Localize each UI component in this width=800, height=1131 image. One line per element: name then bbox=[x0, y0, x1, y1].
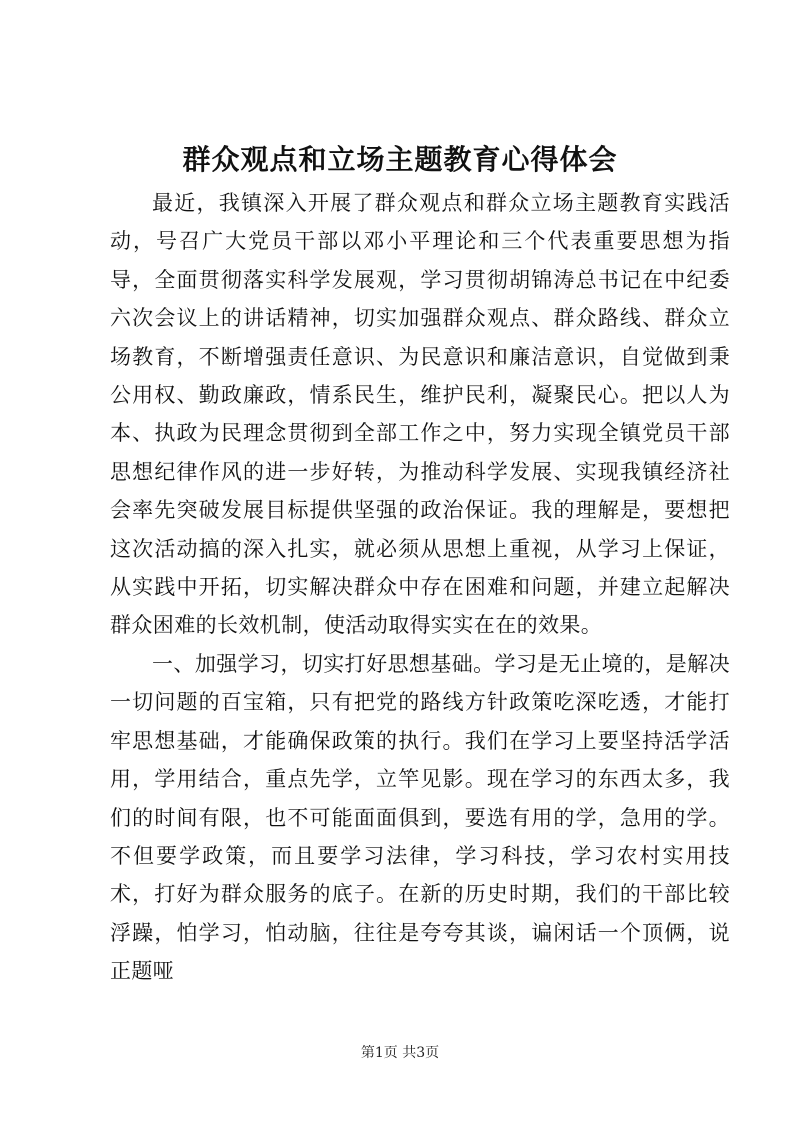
page-footer bbox=[0, 1043, 800, 1063]
paragraph-section-one: 一、加强学习，切实打好思想基础。学习是无止境的，是解决一切问题的百宝箱，只有把党的路线方针政策吃深吃透，才能打牢思想基础，才能确保政策的执行。我们在学习上要坚持活学活用，学用结合，重点先学，立竿见影。现在学习的东西太多，我们的时间有限，也不可能面面俱到，要选有用的学，急用的学。不但要学政策，而且要学习法律，学习科技，学习农村实用技术，打好为群众服务的底子。在新的历史时期，我们的干部比较浮躁，怕学习，怕动脑，往往是夸夸其谈，谝闲话一个顶俩，说正题哑 bbox=[110, 651, 730, 984]
document-body bbox=[110, 184, 730, 991]
paragraph-intro: 最近，我镇深入开展了群众观点和群众立场主题教育实践活动，号召广大党员干部以邓小平理论和三个代表重要思想为指导，全面贯彻落实科学发展观，学习贯彻胡锦涛总书记在中纪委六次会议上的讲话精神，切实加强群众观点、群众路线、群众立场教育，不断增强责任意识、为民意识和廉洁意识，自觉做到秉公用权、勤政廉政，情系民生，维护民利，凝聚民心。把以人为本、执政为民理念贯彻到全部工作之中，努力实现全镇党员干部思想纪律作风的进一步好转，为推动科学发展、实现我镇经济社会率先突破发展目标提供坚强的政治保证。我的理解是，要想把这次活动搞的深入扎实，就必须从思想上重视，从学习上保证，从实践中开拓，切实解决群众中存在困难和问题，并建立起解决群众困难的长效机制，使活动取得实实在在的效果。 bbox=[110, 191, 730, 638]
page-number-label: 第1页 共3页 bbox=[360, 1045, 440, 1061]
document-title: 群众观点和立场主题教育心得体会 bbox=[182, 143, 618, 176]
